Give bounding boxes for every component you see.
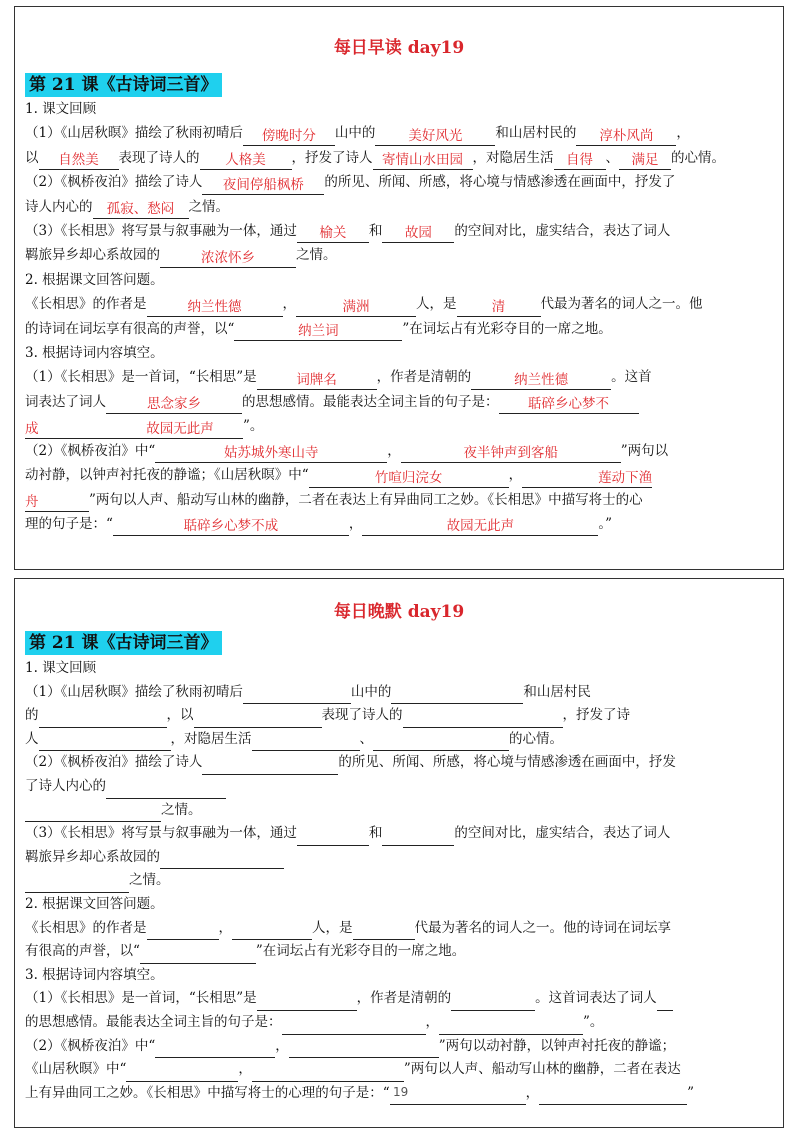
text-line: 词表达了词人 思念家乡 的思想感情。最能表达全词主旨的句子是： 聒碎乡心梦不 — [25, 390, 775, 414]
text-line: （1）《长相思》是一首词，“长相思”是 词牌名 ，作者是清朝的 纳兰性德 。这首 — [25, 369, 652, 388]
text-line: 上有异曲同工之妙。《长相思》中描写将士的心理的句子是：“ ， ” — [25, 1082, 775, 1106]
text-line: 之情。 — [25, 799, 775, 823]
answer-blank: 故园无此声 — [117, 421, 243, 439]
panel-title: 每日晚默 day19 — [333, 602, 465, 622]
section-heading: 2. 根据课文回答问题。 — [25, 271, 164, 288]
fill-blank[interactable] — [539, 1087, 687, 1105]
text-line: （2）《枫桥夜泊》中“ 姑苏城外寒山寺 ， 夜半钟声到客船 ”两句以 — [25, 442, 669, 462]
answer-blank: 寄情山水田园 — [373, 152, 473, 170]
answer-blank: 清 — [457, 299, 541, 317]
text-line: 之情。 — [25, 869, 775, 893]
fill-blank[interactable] — [25, 875, 129, 893]
panel-title: 每日早读 day19 — [333, 38, 465, 58]
text-line: （2）《枫桥夜泊》中“ ， ”两句以动衬静，以钟声衬托夜的静谧； — [25, 1035, 775, 1059]
answer-blank: 纳兰词 — [234, 323, 402, 341]
answer-blank: 满洲 — [296, 299, 416, 317]
text-line: 有很高的声誉，以“ ”在词坛占有光彩夺目的一席之地。 — [25, 940, 775, 964]
text-line: 舟 ”两句以人声、船动写山林的幽静，二者在表达上有异曲同工之妙。《长相思》中描写将士的心 — [25, 491, 643, 510]
text-line: （3）《长相思》将写景与叙事融为一体，通过 和 的空间对比，虚实结合，表达了词人 — [25, 822, 775, 846]
text-line: 羁旅异乡却心系故园的 浓浓怀乡 之情。 — [25, 247, 337, 266]
fill-blank[interactable] — [243, 686, 351, 704]
text-line: 《长相思》的作者是 ， 人，是 代最为著名的词人之一。他的诗词在词坛享 — [25, 917, 775, 941]
text-line: （1）《山居秋暝》描绘了秋雨初晴后 山中的 和山居村民 — [25, 681, 775, 705]
text-line: 羁旅异乡却心系故园的 — [25, 846, 775, 870]
text-line: 《山居秋暝》中“ ， ”两句以人声、船动写山林的幽静，二者在表达 — [25, 1058, 775, 1082]
answer-blank: 聒碎乡心梦不成 — [113, 518, 349, 536]
text-line: 人 ，对隐居生活 、 的心情。 — [25, 728, 775, 752]
lesson-heading: 第 21 课《古诗词三首》 — [25, 73, 222, 97]
fill-blank[interactable] — [140, 946, 256, 964]
fill-blank[interactable] — [451, 993, 535, 1011]
text-line: 理的句子是：“ 聒碎乡心梦不成 ， 故园无此声 。” — [25, 515, 613, 535]
answer-blank: 傍晚时分 — [243, 128, 335, 146]
fill-blank[interactable] — [39, 733, 171, 751]
answer-blank: 故园无此声 — [362, 518, 598, 536]
text-line: 的思想感情。最能表达全词主旨的句子是： ， ”。 — [25, 1011, 775, 1035]
fill-blank[interactable] — [289, 1040, 439, 1058]
text-line: 成 故园无此声 ”。 — [25, 418, 264, 437]
text-line: 《长相思》的作者是 纳兰性德 ， 满洲 人，是 清 代最为著名的词人之一。他 — [25, 296, 703, 315]
fill-blank[interactable] — [252, 733, 360, 751]
answer-blank: 孤寂、愁闷 — [93, 201, 189, 219]
fill-blank[interactable] — [403, 710, 563, 728]
answer-blank: 纳兰性德 — [147, 299, 283, 317]
answer-blank: 淳朴风尚 — [576, 128, 676, 146]
fill-blank[interactable] — [382, 828, 454, 846]
answer-continuation: 成 — [25, 421, 65, 439]
exercise-body — [25, 97, 775, 536]
fill-blank[interactable] — [147, 922, 219, 940]
answer-blank: 故园 — [382, 225, 454, 243]
answer-blank: 美好风光 — [375, 128, 495, 146]
page-number: 19 — [393, 1085, 409, 1099]
fill-blank[interactable] — [353, 922, 415, 940]
answer-blank: 人格美 — [200, 152, 292, 170]
fill-blank[interactable] — [252, 1064, 404, 1082]
answer-blank: 夜半钟声到客船 — [401, 445, 621, 463]
answer-blank: 自得 — [554, 152, 606, 170]
text-line: 诗人内心的 孤寂、愁闷 之情。 — [25, 198, 229, 218]
fill-blank[interactable] — [232, 922, 312, 940]
answer-blank: 聒碎乡心梦不 — [499, 396, 639, 414]
fill-blank[interactable] — [282, 1017, 426, 1035]
text-line: （1）《长相思》是一首词，“长相思”是 ，作者是清朝的 。这首词表达了词人 — [25, 987, 775, 1011]
text-line: 了诗人内心的 — [25, 775, 775, 799]
text-line: 的 ，以 表现了诗人的 ，抒发了诗 — [25, 704, 775, 728]
section-heading: 3. 根据诗词内容填空。 — [25, 966, 164, 983]
section-heading: 1. 课文回顾 — [25, 101, 97, 117]
fill-blank[interactable] — [25, 804, 161, 822]
fill-blank[interactable] — [194, 710, 322, 728]
answer-blank: 纳兰性德 — [471, 372, 611, 390]
text-line: （1）《山居秋暝》描绘了秋雨初晴后 傍晚时分 山中的 美好风光 和山居村民的 淳朴风尚 ， — [25, 125, 690, 144]
text-line: （2）《枫桥夜泊》描绘了诗人 夜间停船枫桥 的所见、所闻、所感，将心境与情感渗透在画面中，抒发了 — [25, 174, 676, 193]
text-line: （3）《长相思》将写景与叙事融为一体，通过 榆关 和 故园 的空间对比，虚实结合，表达了词人 — [25, 223, 671, 242]
fill-blank[interactable] — [657, 993, 673, 1011]
fill-blank[interactable] — [391, 686, 523, 704]
answer-blank: 词牌名 — [257, 372, 377, 390]
answer-blank: 莲动下渔 — [522, 470, 652, 488]
fill-blank[interactable] — [439, 1017, 583, 1035]
fill-blank[interactable] — [106, 781, 226, 799]
answer-blank: 榆关 — [297, 225, 369, 243]
fill-blank[interactable] — [202, 757, 338, 775]
answer-blank: 满足 — [619, 152, 671, 170]
section-heading: 3. 根据诗词内容填空。 — [25, 345, 164, 362]
section-heading: 2. 根据课文回答问题。 — [25, 895, 164, 912]
answer-blank: 竹喧归浣女 — [309, 470, 509, 488]
evening-dictation-panel — [14, 578, 784, 1128]
fill-blank[interactable] — [297, 828, 369, 846]
morning-reading-panel — [14, 6, 784, 570]
text-line: 以 自然美 表现了诗人的 人格美 ，抒发了诗人 寄情山水田园 ，对隐居生活 自得 、 满足 的心情。 — [25, 149, 725, 169]
fill-blank[interactable] — [39, 710, 167, 728]
answer-blank: 夜间停船枫桥 — [202, 177, 324, 195]
answer-blank: 自然美 — [39, 152, 119, 170]
answer-blank: 思念家乡 — [106, 396, 242, 414]
text-line: （2）《枫桥夜泊》描绘了诗人 的所见、所闻、所感，将心境与情感渗透在画面中，抒发 — [25, 751, 775, 775]
answer-continuation: 舟 — [25, 494, 89, 512]
fill-blank[interactable] — [373, 733, 509, 751]
fill-blank[interactable] — [126, 1064, 238, 1082]
fill-blank[interactable] — [160, 851, 284, 869]
answer-blank: 姑苏城外寒山寺 — [155, 445, 387, 463]
answer-blank: 浓浓怀乡 — [160, 250, 296, 268]
section-heading: 1. 课文回顾 — [25, 660, 97, 676]
fill-blank[interactable] — [390, 1087, 526, 1105]
exercise-body — [25, 657, 775, 1105]
text-line: 的诗词在词坛享有很高的声誉，以“ 纳兰词 ”在词坛占有光彩夺目的一席之地。 — [25, 320, 612, 340]
lesson-heading: 第 21 课《古诗词三首》 — [25, 631, 222, 655]
fill-blank[interactable] — [257, 993, 357, 1011]
fill-blank[interactable] — [155, 1040, 275, 1058]
text-line: 动衬静，以钟声衬托夜的静谧；《山居秋暝》中“ 竹喧归浣女 ， 莲动下渔 — [25, 467, 653, 486]
